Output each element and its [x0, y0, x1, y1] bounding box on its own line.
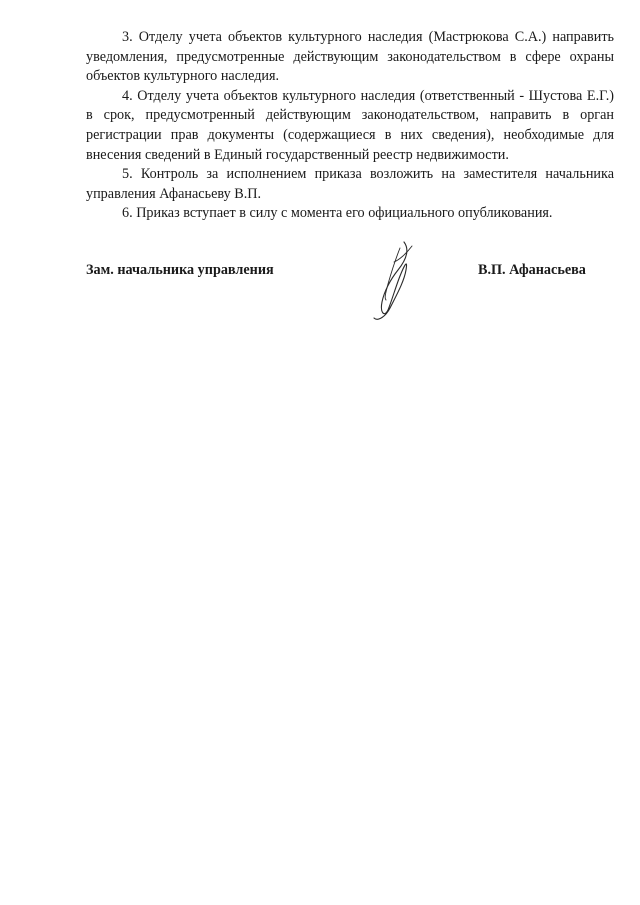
signatory-name: В.П. Афанасьева — [478, 262, 586, 278]
paragraph-4: 4. Отделу учета объектов культурного наследия (ответственный - Шустова Е.Г.) в срок, предусмотренный действующим законодательством, направить в орган регистрации прав документы (содержащиеся в них сведения), необходимые для внесения сведений в Единый государственный реестр недвижимости. — [86, 87, 614, 163]
paragraph-5: 5. Контроль за исполнением приказа возложить на заместителя начальника управления Афанасьеву В.П. — [86, 166, 614, 202]
paragraph-3: 3. Отделу учета объектов культурного наследия (Мастрюкова С.А.) направить уведомления, предусмотренные действующим законодательством в сфере охраны объектов культурного наследия. — [86, 29, 614, 85]
handwritten-signature — [366, 240, 420, 324]
paragraph-6: 6. Приказ вступает в силу с момента его официального опубликования. — [122, 205, 553, 222]
signatory-position: Зам. начальника управления — [86, 262, 274, 278]
order-text — [86, 28, 614, 224]
